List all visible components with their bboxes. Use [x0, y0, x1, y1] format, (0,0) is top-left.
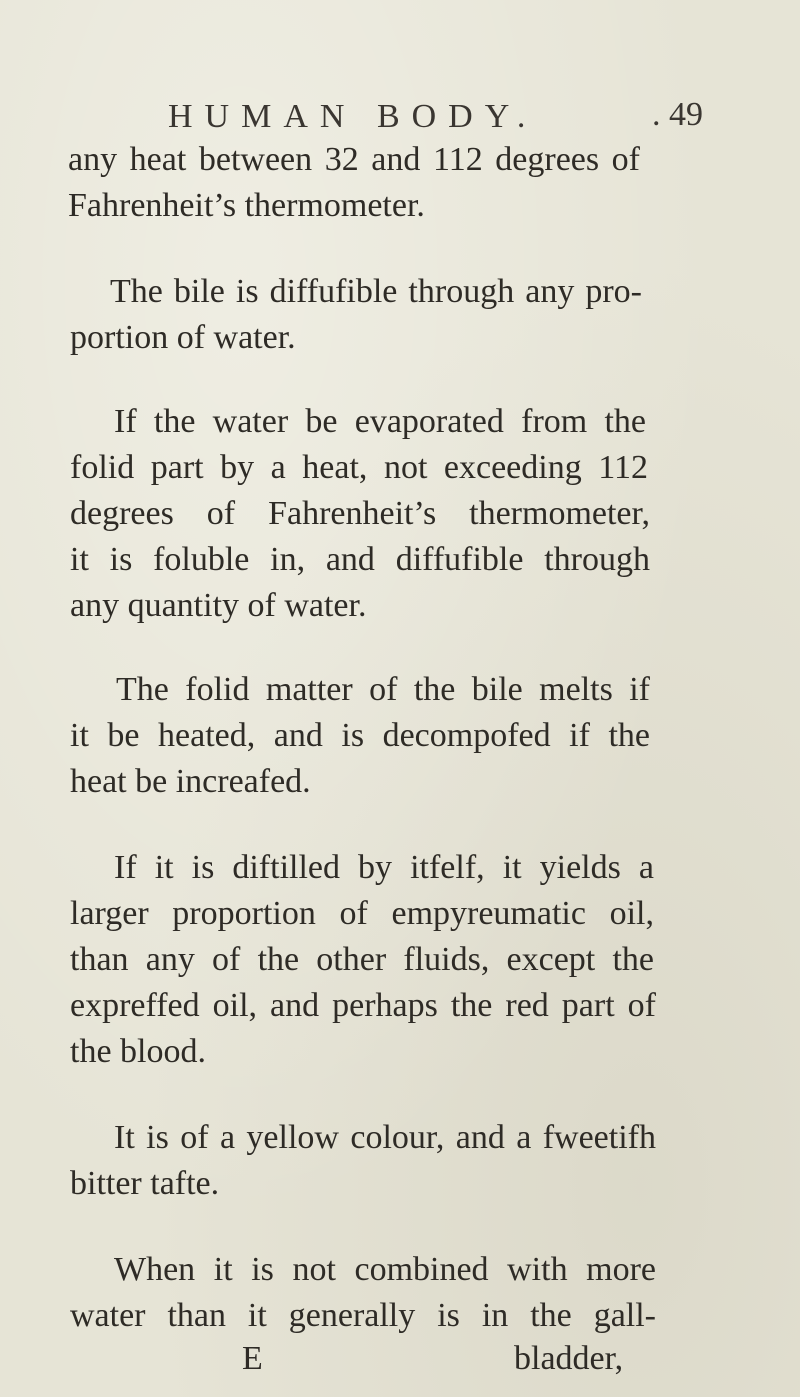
- signature-mark: E: [242, 1340, 263, 1377]
- text-line: folid part by a heat, not exceeding 112: [70, 449, 648, 486]
- text-line: When it is not combined with more: [114, 1251, 656, 1288]
- text-line: heat be increafed.: [70, 763, 311, 800]
- text-line: expreffed oil, and perhaps the red part of: [70, 987, 656, 1024]
- text-line: If the water be evaporated from the: [114, 403, 646, 440]
- text-line: the blood.: [70, 1033, 206, 1070]
- text-line: degrees of Fahrenheit’s thermometer,: [70, 495, 650, 532]
- text-line: bitter tafte.: [70, 1165, 220, 1202]
- text-line: If it is diftilled by itfelf, it yields a: [114, 849, 654, 886]
- text-line: It is of a yellow colour, and a fweetifh: [114, 1119, 656, 1156]
- text-line: larger proportion of empyreumatic oil,: [70, 895, 654, 932]
- running-title: HUMAN BODY.: [168, 98, 538, 135]
- page-number: . 49: [652, 96, 703, 133]
- text-line: it be heated, and is decompofed if the: [70, 717, 650, 754]
- text-line: The folid matter of the bile melts if: [116, 671, 650, 708]
- text-line: any quantity of water.: [70, 587, 367, 624]
- text-line: The bile is diffufible through any pro-: [110, 273, 642, 310]
- text-line: portion of water.: [70, 319, 296, 356]
- text-line: any heat between 32 and 112 degrees of: [68, 141, 640, 178]
- text-line: it is foluble in, and diffufible through: [70, 541, 650, 578]
- catchword: bladder,: [514, 1340, 624, 1377]
- text-line: water than it generally is in the gall-: [70, 1297, 656, 1334]
- text-line: Fahrenheit’s thermometer.: [68, 187, 425, 224]
- text-line: than any of the other fluids, except the: [70, 941, 654, 978]
